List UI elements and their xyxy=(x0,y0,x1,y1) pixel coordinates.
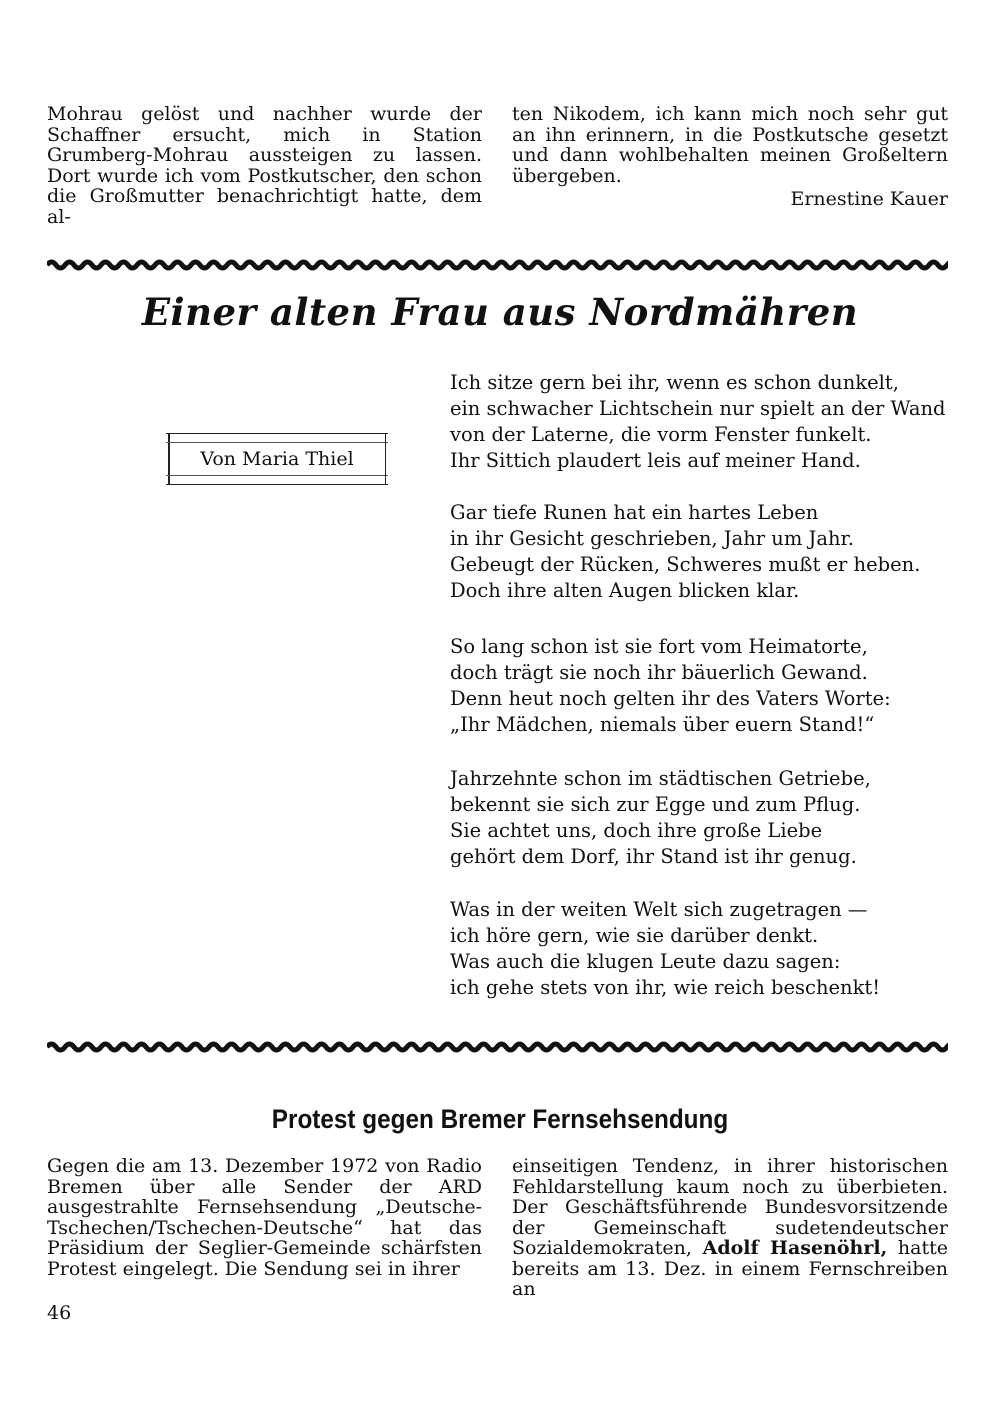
poem-stanza-4 xyxy=(450,766,871,870)
poem-author: Von Maria Thiel xyxy=(166,442,388,476)
poem-stanza-2 xyxy=(450,500,920,604)
wavy-divider-bottom xyxy=(47,1040,948,1054)
top-article-right-column xyxy=(512,104,948,186)
poem-line: Ich sitze gern bei ihr, wenn es schon dunkelt, xyxy=(450,371,899,394)
bottom-article-left-text: Gegen die am 13. Dezember 1972 von Radio Bremen über alle Sender der ARD ausgestrahlte Fernsehsendung „Deutsche-Tschechen/Tschechen-Deutsche“ hat das Präsidium der Seglier-Gemeinde schärfsten Protest eingelegt. Die Sendung sei in ihrer xyxy=(47,1155,482,1280)
poem-stanza-5 xyxy=(450,897,880,1001)
poem-line: von der Laterne, die vorm Fenster funkelt. xyxy=(450,423,872,446)
poem-line: in ihr Gesicht geschrieben, Jahr um Jahr. xyxy=(450,527,854,550)
wavy-divider-top xyxy=(47,258,948,272)
poem-line: Ihr Sittich plaudert leis auf meiner Hand. xyxy=(450,449,861,472)
top-article-left-text: Mohrau gelöst und nachher wurde der Schaffner ersucht, mich in Station Grumberg-Mohrau aussteigen zu lassen. Dort wurde ich vom Postkutscher, den schon die Großmutter benachrichtigt hatte, dem al- xyxy=(47,103,482,228)
poem-stanza-3 xyxy=(450,634,891,738)
article-headline: Protest gegen Bremer Fernsehsendung xyxy=(271,1104,729,1134)
top-article-right-text: ten Nikodem, ich kann mich noch sehr gut an ihn erinnern, in die Postkutsche gesetzt und dann wohlbehalten meinen Großeltern übergeben. xyxy=(512,103,948,187)
poem-line: Gebeugt der Rücken, Schweres mußt er heben. xyxy=(450,553,921,576)
poem-line: Sie achtet uns, doch ihre große Liebe xyxy=(450,819,823,842)
poem-line: ich höre gern, wie sie darüber denkt. xyxy=(450,924,819,947)
poem-line: ein schwacher Lichtschein nur spielt an der Wand xyxy=(450,397,946,420)
poem-line: Doch ihre alten Augen blicken klar. xyxy=(450,579,800,602)
page-number: 46 xyxy=(47,1302,72,1324)
author-box xyxy=(166,433,388,485)
poem-line: bekennt sie sich zur Egge und zum Pflug. xyxy=(450,793,861,816)
poem-line: gehört dem Dorf, ihr Stand ist ihr genug. xyxy=(450,845,857,868)
bottom-article-right-text-b: hatte bereits am 13. Dez. in einem Fernschreiben an xyxy=(512,1237,948,1300)
bottom-article-right-text-a: einseitigen Tendenz, in ihrer historischen Fehldarstellung kaum noch zu überbieten. Der Geschäftsführende Bundesvorsitzende der Gemeinschaft sudetendeutscher Sozialdemokraten, xyxy=(512,1155,948,1259)
bottom-article-right-column xyxy=(512,1156,948,1300)
poem-line: Was auch die klugen Leute dazu sagen: xyxy=(450,950,841,973)
person-name-bold: Adolf Hasenöhrl, xyxy=(702,1237,888,1259)
top-article-left-column xyxy=(47,104,482,227)
poem-line: Jahrzehnte schon im städtischen Getriebe, xyxy=(450,767,871,790)
poem-line: So lang schon ist sie fort vom Heimatorte, xyxy=(450,635,868,658)
article-signature: Ernestine Kauer xyxy=(790,188,948,210)
poem-line: Gar tiefe Runen hat ein hartes Leben xyxy=(450,501,819,524)
poem-title: Einer alten Frau aus Nordmähren xyxy=(141,290,859,334)
poem-line: ich gehe stets von ihr, wie reich beschenkt! xyxy=(450,976,881,999)
poem-line: doch trägt sie noch ihr bäuerlich Gewand. xyxy=(450,661,868,684)
bottom-article-left-column xyxy=(47,1156,482,1279)
poem-line: Denn heut noch gelten ihr des Vaters Worte: xyxy=(450,687,891,710)
poem-line: „Ihr Mädchen, niemals über euern Stand!“ xyxy=(450,713,875,736)
poem-stanza-1 xyxy=(450,370,946,474)
bottom-article-right-text xyxy=(512,1156,948,1300)
poem-line: Was in der weiten Welt sich zugetragen — xyxy=(450,898,868,921)
